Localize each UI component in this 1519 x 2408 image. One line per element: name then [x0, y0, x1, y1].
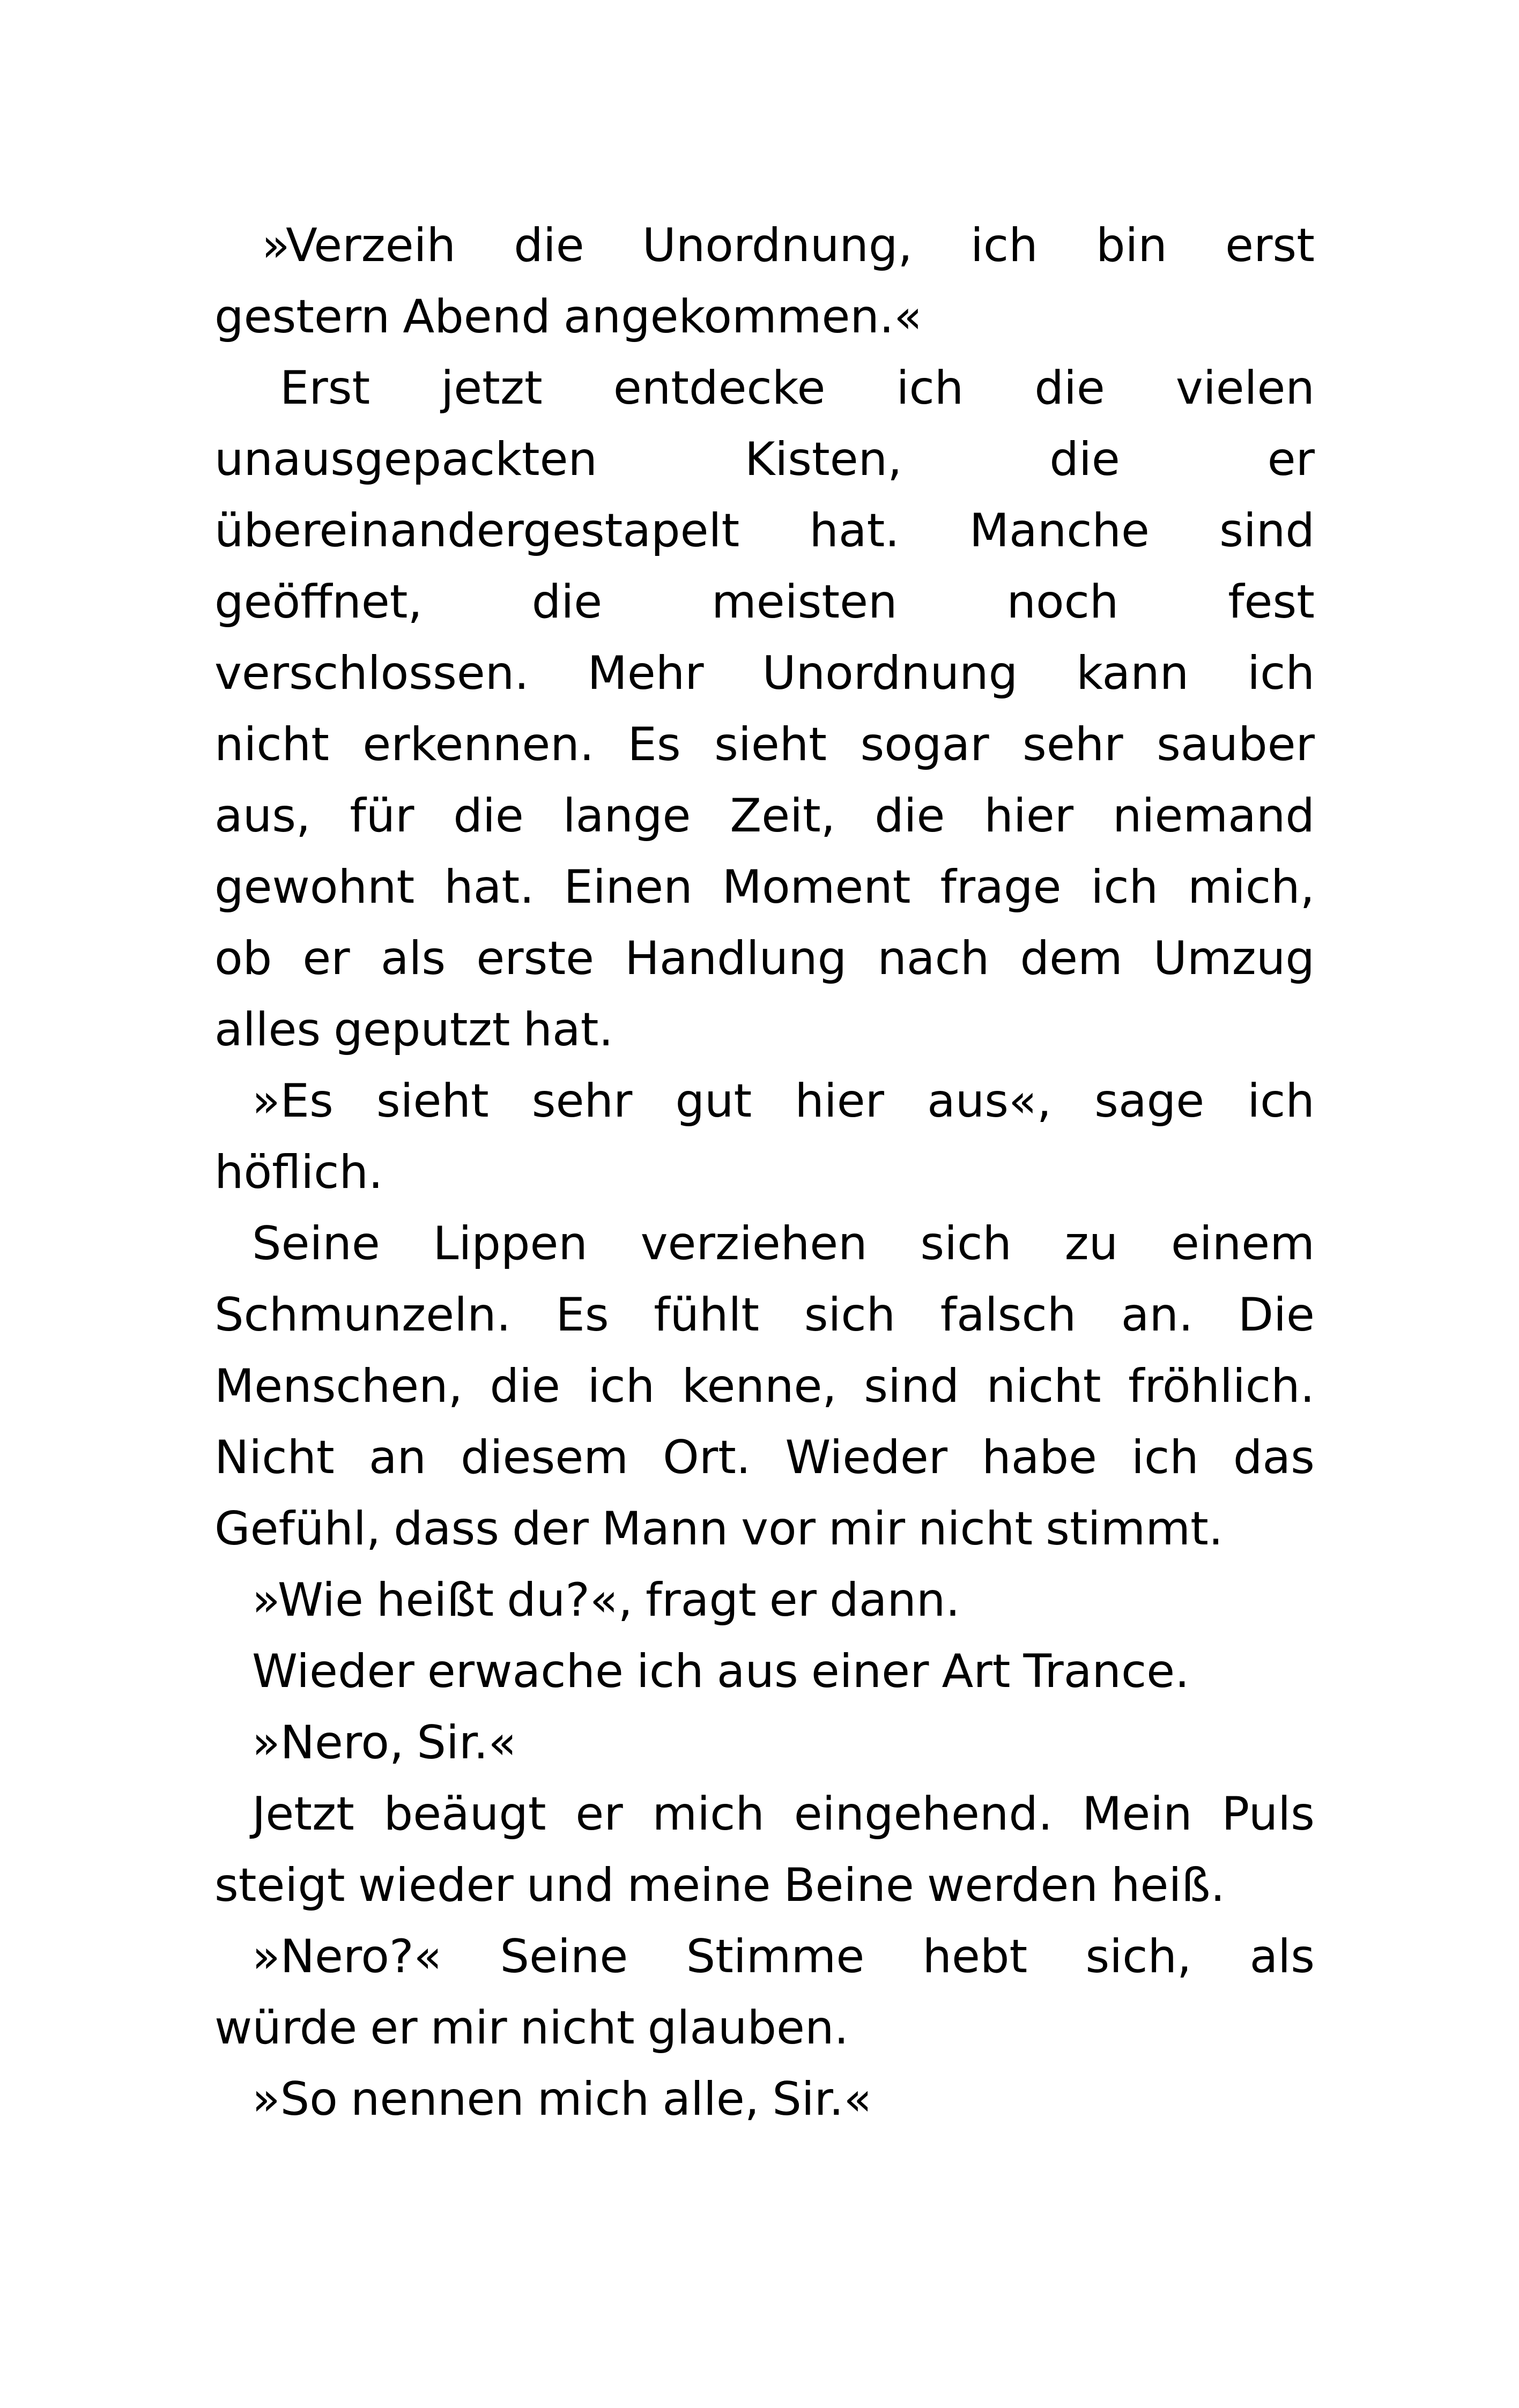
- word: gestern: [214, 290, 390, 344]
- word: sind: [864, 1359, 960, 1413]
- word: aus,: [214, 789, 311, 843]
- word: sich: [920, 1217, 1012, 1270]
- text-line: [214, 1493, 1315, 1565]
- text-line: [214, 1921, 1315, 1993]
- word: gut: [675, 1074, 752, 1128]
- word: er: [302, 932, 350, 985]
- word: Art: [942, 1645, 1011, 1698]
- word: die: [875, 789, 945, 843]
- text-line: [214, 1779, 1315, 1850]
- word: er: [370, 2001, 418, 2055]
- word: Schmunzeln.: [214, 1288, 511, 1342]
- word: ich: [636, 1645, 704, 1698]
- text-line: [214, 1565, 1315, 1636]
- word: sind: [1219, 504, 1315, 558]
- text-line: [214, 709, 1315, 781]
- word: Puls: [1221, 1787, 1315, 1841]
- word: Es: [555, 1288, 609, 1342]
- word: Gefühl,: [214, 1502, 381, 1556]
- word: Sir.«: [417, 1716, 517, 1770]
- word: für: [350, 789, 414, 843]
- word: werden: [927, 1859, 1098, 1912]
- text-line: [214, 1422, 1315, 1493]
- word: »Wie: [252, 1573, 364, 1627]
- word: Umzug: [1153, 932, 1315, 985]
- word: ich: [896, 361, 964, 415]
- word: er: [1267, 433, 1315, 486]
- word: alle,: [662, 2072, 760, 2126]
- word: Mehr: [587, 646, 704, 700]
- word: »Es: [252, 1074, 334, 1128]
- word: Handlung: [625, 932, 847, 985]
- word: nach: [877, 932, 990, 985]
- word: dem: [1020, 932, 1123, 985]
- word: höflich.: [214, 1146, 383, 1199]
- word: steigt: [214, 1859, 345, 1912]
- word: Abend: [403, 290, 551, 344]
- word: bin: [1095, 219, 1167, 272]
- text-line: [214, 210, 1315, 281]
- word: »Nero?«: [252, 1930, 442, 1983]
- text-line: [214, 567, 1315, 638]
- word: hier: [795, 1074, 885, 1128]
- word: Die: [1238, 1288, 1315, 1342]
- word: hat.: [809, 504, 900, 558]
- word: geputzt: [334, 1003, 510, 1057]
- text-line: [214, 852, 1315, 923]
- word: einem: [1171, 1217, 1315, 1270]
- word: noch: [1006, 575, 1119, 629]
- word: die: [453, 789, 524, 843]
- word: alles: [214, 1003, 321, 1057]
- text-line: [214, 1707, 1315, 1779]
- word: diesem: [461, 1431, 629, 1484]
- word: Kisten,: [744, 433, 902, 486]
- word: Trance.: [1023, 1645, 1190, 1698]
- word: als: [380, 932, 446, 985]
- text-line: [214, 1351, 1315, 1422]
- word: die: [531, 575, 603, 629]
- word: ich: [1247, 1074, 1315, 1128]
- word: Wieder: [252, 1645, 414, 1698]
- word: sogar: [860, 718, 989, 771]
- word: frage: [940, 860, 1062, 914]
- text-line: [214, 1066, 1315, 1137]
- word: sich,: [1085, 1930, 1192, 1983]
- word: kann: [1076, 646, 1189, 700]
- word: meisten: [712, 575, 898, 629]
- word: Jetzt: [252, 1787, 354, 1841]
- text-line: [214, 1137, 1315, 1208]
- word: nicht: [214, 718, 329, 771]
- word: Seine: [252, 1217, 380, 1270]
- word: eingehend.: [794, 1787, 1053, 1841]
- word: Wieder: [785, 1431, 948, 1484]
- word: sage: [1094, 1074, 1205, 1128]
- text-line: [214, 424, 1315, 495]
- word: Seine: [500, 1930, 628, 1983]
- word: dass: [394, 1502, 500, 1556]
- word: ich: [587, 1359, 655, 1413]
- word: die: [1049, 433, 1120, 486]
- word: mich: [652, 1787, 765, 1841]
- word: erst: [1225, 219, 1315, 272]
- word: fröhlich.: [1128, 1359, 1315, 1413]
- word: Es: [627, 718, 681, 771]
- word: er: [575, 1787, 623, 1841]
- word: und: [526, 1859, 614, 1912]
- word: Einen: [564, 860, 693, 914]
- word: gewohnt: [214, 860, 415, 914]
- word: Lippen: [433, 1217, 588, 1270]
- word: jetzt: [441, 361, 543, 415]
- word: mir: [828, 1502, 906, 1556]
- word: du?«,: [507, 1573, 633, 1627]
- text-line: [214, 1993, 1315, 2064]
- word: die: [490, 1359, 560, 1413]
- word: würde: [214, 2001, 358, 2055]
- word: hebt: [922, 1930, 1028, 1983]
- word: erkennen.: [362, 718, 595, 771]
- word: falsch: [940, 1288, 1077, 1342]
- word: Nicht: [214, 1431, 335, 1484]
- word: Mann: [602, 1502, 728, 1556]
- word: wieder: [358, 1859, 514, 1912]
- word: vielen: [1175, 361, 1315, 415]
- word: beäugt: [383, 1787, 546, 1841]
- word: ich: [1131, 1431, 1199, 1484]
- text-line: [214, 1208, 1315, 1280]
- word: das: [1233, 1431, 1315, 1484]
- word: geöffnet,: [214, 575, 423, 629]
- word: die: [514, 219, 584, 272]
- word: nicht: [520, 2001, 635, 2055]
- word: Menschen,: [214, 1359, 463, 1413]
- word: kenne,: [681, 1359, 837, 1413]
- text-line: [214, 281, 1315, 353]
- word: die: [1034, 361, 1105, 415]
- word: sehr: [1022, 718, 1123, 771]
- word: hier: [984, 789, 1074, 843]
- word: mich,: [1188, 860, 1315, 914]
- text-line: [214, 781, 1315, 852]
- text-line: [214, 1850, 1315, 1921]
- word: aus: [716, 1645, 798, 1698]
- text-line: [214, 495, 1315, 567]
- word: sehr: [531, 1074, 633, 1128]
- word: angekommen.«: [563, 290, 922, 344]
- word: Beine: [783, 1859, 914, 1912]
- word: sich: [804, 1288, 896, 1342]
- word: an.: [1121, 1288, 1194, 1342]
- word: aus«,: [927, 1074, 1052, 1128]
- text-line: [214, 994, 1315, 1066]
- word: fühlt: [654, 1288, 760, 1342]
- word: Zeit,: [730, 789, 836, 843]
- word: niemand: [1113, 789, 1315, 843]
- word: erste: [476, 932, 595, 985]
- word: heißt: [376, 1573, 494, 1627]
- word: nicht: [986, 1359, 1101, 1413]
- word: sieht: [376, 1074, 489, 1128]
- word: lange: [562, 789, 691, 843]
- word: Manche: [969, 504, 1150, 558]
- word: verschlossen.: [214, 646, 529, 700]
- word: ich: [1247, 646, 1315, 700]
- word: fragt: [646, 1573, 757, 1627]
- word: hat.: [523, 1003, 613, 1057]
- word: unausgepackten: [214, 433, 598, 486]
- word: »Verzeih: [262, 219, 456, 272]
- word: Stimme: [686, 1930, 865, 1983]
- word: hat.: [444, 860, 535, 914]
- word: stimmt.: [1046, 1502, 1224, 1556]
- text-line: [214, 638, 1315, 709]
- word: zu: [1064, 1217, 1118, 1270]
- word: mir: [430, 2001, 507, 2055]
- word: erwache: [427, 1645, 624, 1698]
- word: heiß.: [1111, 1859, 1225, 1912]
- word: an: [368, 1431, 427, 1484]
- book-page: [214, 210, 1315, 2135]
- word: »Nero,: [252, 1716, 404, 1770]
- word: er: [769, 1573, 817, 1627]
- text-line: [214, 1280, 1315, 1351]
- word: übereinandergestapelt: [214, 504, 740, 558]
- word: Erst: [280, 361, 371, 415]
- word: verziehen: [640, 1217, 868, 1270]
- word: mich: [537, 2072, 650, 2126]
- word: ich: [970, 219, 1038, 272]
- text-line: [214, 923, 1315, 994]
- word: Ort.: [663, 1431, 751, 1484]
- word: Unordnung: [762, 646, 1018, 700]
- word: Unordnung,: [642, 219, 913, 272]
- word: Moment: [722, 860, 911, 914]
- word: der: [512, 1502, 589, 1556]
- word: glauben.: [647, 2001, 849, 2055]
- word: nicht: [918, 1502, 1033, 1556]
- word: dann.: [829, 1573, 960, 1627]
- word: Sir.«: [772, 2072, 872, 2126]
- word: sauber: [1157, 718, 1315, 771]
- word: als: [1249, 1930, 1315, 1983]
- word: ich: [1091, 860, 1159, 914]
- word: sieht: [714, 718, 827, 771]
- word: habe: [982, 1431, 1097, 1484]
- text-line: [214, 1636, 1315, 1707]
- word: »So: [252, 2072, 338, 2126]
- word: entdecke: [613, 361, 826, 415]
- text-line: [214, 2064, 1315, 2135]
- word: ob: [214, 932, 272, 985]
- word: meine: [627, 1859, 771, 1912]
- text-line: [214, 353, 1315, 424]
- word: vor: [741, 1502, 816, 1556]
- word: fest: [1228, 575, 1315, 629]
- word: nennen: [350, 2072, 524, 2126]
- word: Mein: [1082, 1787, 1192, 1841]
- word: einer: [811, 1645, 929, 1698]
